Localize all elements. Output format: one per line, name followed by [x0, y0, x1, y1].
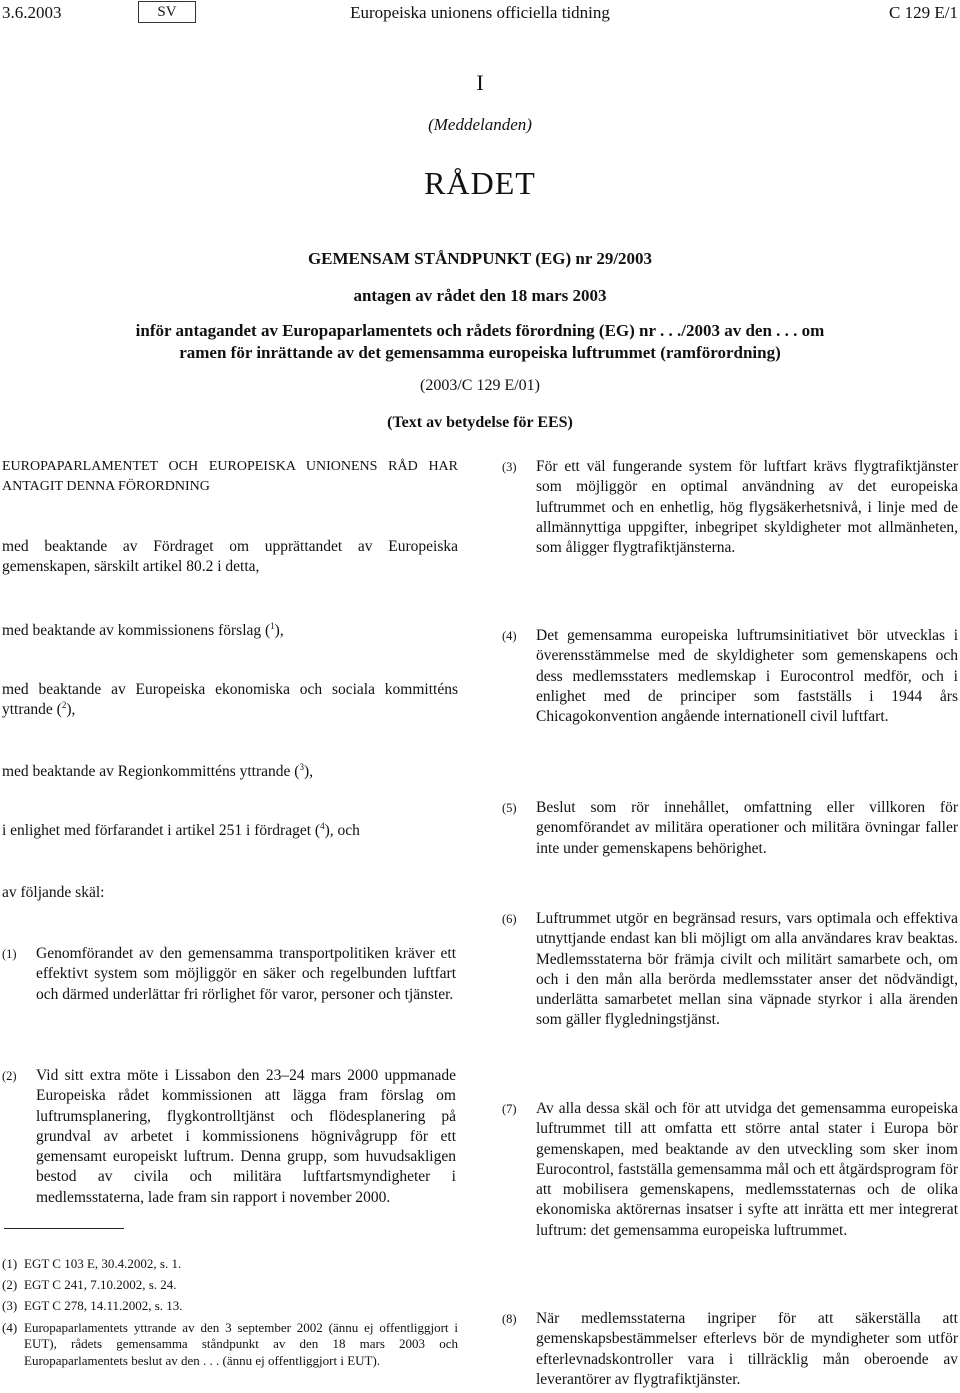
citation-procedure: i enlighet med förfarandet i artikel 251 i fördraget ($^4$), och: [2, 820, 360, 839]
recital-number: (5): [502, 801, 517, 815]
enacting-intro: EUROPAPARLAMENTET OCH EUROPEISKA UNIONENS RÅD HAR ANTAGIT DENNA FÖRORDNING: [2, 459, 458, 494]
recital-text: För ett väl fungerande system för luftfart krävs flygtrafiktjänster som möjliggör en optimal användning av det europeiska luftrummet och en enhetlig, hög flygsäkerhetsnivå, i linje med de allmännyttiga uppgifter, inbegripet skyldigheter mot allmänheten, som åligger flygtrafiktjänsterna.: [536, 458, 958, 557]
journal-name: Europeiska unionens officiella tidning: [350, 3, 610, 22]
section-heading: (Meddelanden): [428, 115, 532, 134]
adoption-line: antagen av rådet den 18 mars 2003: [353, 286, 607, 305]
recital-number: (2): [2, 1069, 17, 1083]
document-code: (2003/C 129 E/01): [420, 377, 540, 394]
subject-line-2: ramen för inrättande av det gemensamma europeiska luftrummet (ramförordning): [179, 343, 781, 362]
part-number: I: [476, 70, 484, 95]
subject-line-1: inför antagandet av Europaparlamentets och rådets förordning (EG) nr . . ./2003 av den . . . om: [135, 321, 825, 340]
recital-text: Luftrummet utgör en begränsad resurs, vars optimala och effektiva utnyttjande endast kan bli möjligt om alla användares krav beaktas. Medlemsstaterna bör främja civilt och militärt samarbete och, om och i den mån alla berörda medlemsstater anser det nödvändigt, underlätta samarbetet mellan sina väpnade styrkor i alla ärenden som gäller flygledningstjänst.: [536, 910, 958, 1029]
citation-commission: med beaktande av kommissionens förslag ($^1$),: [2, 620, 284, 639]
footnote-ref: 2: [61, 700, 67, 711]
recital-number: (6): [502, 912, 517, 926]
language-badge: SV: [138, 1, 196, 23]
whereas-heading: av följande skäl:: [2, 884, 105, 901]
recital-text: Av alla dessa skäl och för att utvidga det gemensamma europeiska luftrummet till att omfatta ett större antal stater i Europa bör gemenskapen, med beaktande av den utveckling som sker inom Eurocontrol, fastställa gemensamma mål och ett åtgärdsprogram för att mobilisera gemenskapens, medlemsstaternas och de olika ekonomiska aktörernas insatser i syfte att inrätta ett mer integrerat luftrum: det gemensamma europeiska luftrummet.: [536, 1100, 958, 1239]
recital-text: Beslut som rör innehållet, omfattning eller villkoren för genomförandet av militära operationer och militära övningar faller inte under gemenskapens behörighet.: [536, 799, 958, 857]
recital-number: (7): [502, 1102, 517, 1116]
treaty-citation: med beaktande av Fördraget om upprättandet av Europeiska gemenskapen, särskilt artikel 80.2 i detta,: [2, 538, 458, 576]
left-column: EUROPAPARLAMENTET OCH EUROPEISKA UNIONENS RÅD HAR ANTAGIT DENNA FÖRORDNING med beaktande av Fördraget om upprättandet av Europeiska gemenskapen, särskilt artikel 80.2 i detta, med beaktande av kommissionens förslag ($^1$), med beaktande av Europeiska ekonomiska och sociala kommitténs yttrande ($^2$), med beaktande av Regionkommitténs yttrande ($^3$), i enlighet med förfarandet i artikel 251 i fördraget ($^4$), och av följande skäl: (1) Genomförandet av den gemensamma transportpolitiken kräver ett effektivt system som möjliggör en säker och regelbunden luftfart och därmed underlättar fri rörlighet för varor, personer och tjänster. (2) Vid sitt extra möte i Lissabon den 23–24 mars 2000 uppmanade Europeiska rådet kommissionen att lägga fram förslag om luftrumsplanering, flygkontrolltjänst och flödesplanering på grundval av arbetet i kommissionens högnivågrupp för ett gemensamt europeiskt luftrum. Denna grupp, som huvudsakligen bestod av civila och militära luftfartsmyndigheter i medlemsstaterna, lade fram sin rapport i november 2000. (1) EGT C 103 E, 30.4.2002, s. 1. (2) EGT C 241, 7.10.2002, s. 24. (3) EGT C 278, 14.11.2002, s. 13. (4) Europaparlamentets yttrande av den 3 september 2002 (ännu ej offentliggjort i EUT), rådets gemensamma ståndpunkt av den 18 mars 2003 och Europaparlamentets beslut av den . . . (ännu ej offentliggjort i EUT).: [2, 459, 458, 1368]
citation-regions: med beaktande av Regionkommitténs yttrande ($^3$),: [2, 761, 313, 780]
page-reference: C 129 E/1: [889, 3, 958, 22]
footnote-ref: 1: [270, 620, 275, 631]
right-column: [502, 0, 958, 1393]
recital-number: (3): [502, 460, 517, 474]
recital-text: Genomförandet av den gemensamma transportpolitiken kräver ett effektivt system som möjliggör en säker och regelbunden luftfart och därmed underlättar fri rörlighet för varor, personer och tjänster.: [36, 945, 456, 1003]
footnote-ref: 3: [299, 761, 304, 772]
institution-title: RÅDET: [424, 165, 536, 201]
recital-text: När medlemsstaterna ingriper för att säkerställa att gemenskapsbestämmelser efterlevs bör de myndigheter som utför efterlevnadskontroller vara i tillräcklig mån oberoende av leverantörer av flygtrafiktjänster.: [536, 1310, 958, 1388]
recital-number: (4): [502, 629, 517, 643]
recital-number: (1): [2, 947, 17, 961]
recital-text: Det gemensamma europeiska luftrumsinitiativet bör utvecklas i överensstämmelse med de skyldigheter som gemenskapens och dess medlemsstaters medlemskap i Eurocontrol medför, och i enlighet med de principer som fastställs i 1944 års Chicagokonvention angående internationell civil luftfart.: [536, 627, 958, 726]
recital-number: (8): [502, 1312, 517, 1326]
eea-relevance: (Text av betydelse för EES): [387, 414, 573, 431]
recital-text: Vid sitt extra möte i Lissabon den 23–24 mars 2000 uppmanade Europeiska rådet kommissionen att lägga fram förslag om luftrumsplanering, flygkontrolltjänst och flödesplanering på grundval av arbetet i kommissionens högnivågrupp för ett gemensamt europeiskt luftrum. Denna grupp, som huvudsakligen bestod av civila och militära luftfartsmyndigheter i medlemsstaterna, lade fram sin rapport i november 2000.: [36, 1067, 456, 1206]
header-date: 3.6.2003: [2, 3, 62, 22]
citation-ecosoc: med beaktande av Europeiska ekonomiska och sociala kommitténs yttrande ($^2$),: [2, 681, 458, 719]
footnote-divider: [4, 1228, 124, 1229]
document-title: GEMENSAM STÅNDPUNKT (EG) nr 29/2003: [307, 249, 653, 268]
footnote-ref: 4: [320, 820, 325, 831]
